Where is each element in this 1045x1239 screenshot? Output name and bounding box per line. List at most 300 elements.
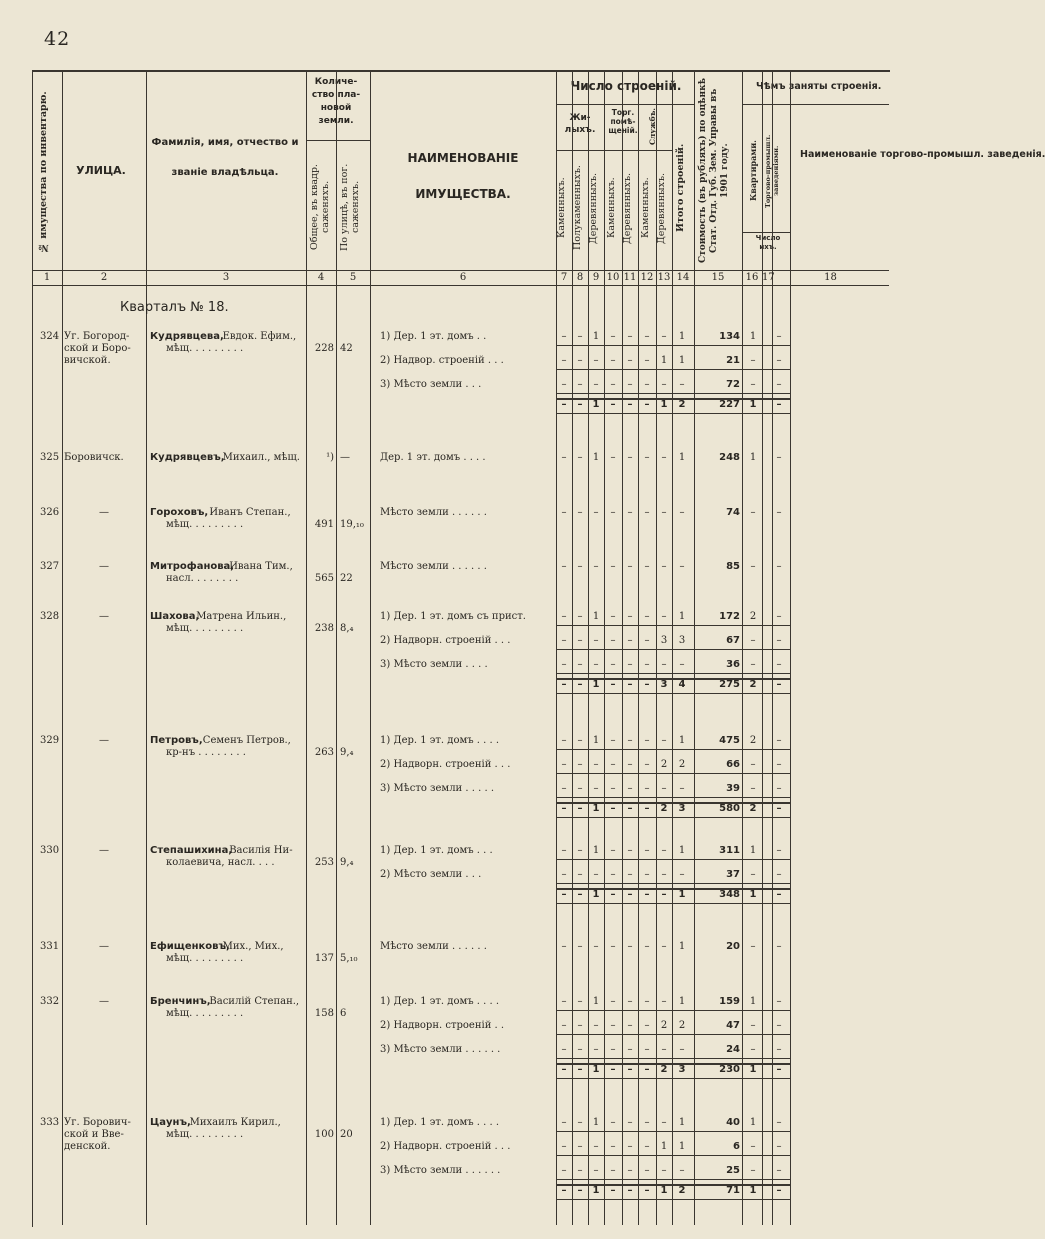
- owner-surname: Цаунъ,: [150, 1117, 191, 1128]
- total-count: 2: [678, 1185, 686, 1196]
- column-number: 15: [711, 272, 725, 283]
- total-count: –: [577, 399, 583, 410]
- total-count: –: [610, 1185, 616, 1196]
- total-count: –: [644, 679, 650, 690]
- header-rule: [742, 104, 889, 105]
- building-count: –: [610, 1044, 616, 1055]
- total-apartments: 2: [749, 803, 757, 814]
- owner-surname: Степашихина,: [150, 845, 233, 856]
- quarter-title: Кварталъ № 18.: [120, 300, 229, 315]
- building-count: –: [627, 869, 633, 880]
- building-count: –: [627, 507, 633, 518]
- street-frontage: 9,₄: [340, 857, 354, 868]
- row-rule: [556, 1010, 790, 1011]
- building-count: –: [561, 1117, 567, 1128]
- building-count: –: [644, 611, 650, 622]
- building-count: –: [593, 941, 599, 952]
- establishments-count: –: [776, 869, 782, 880]
- header-rule: [306, 140, 370, 141]
- establishments-count: –: [776, 1044, 782, 1055]
- street-name: денской.: [64, 1141, 111, 1152]
- street-frontage: 42: [340, 343, 353, 354]
- building-count: –: [577, 611, 583, 622]
- total-apartments: 2: [749, 679, 757, 690]
- header-rule: [556, 150, 672, 151]
- establishments-count: –: [776, 452, 782, 463]
- building-count: –: [577, 941, 583, 952]
- building-count: 1: [678, 996, 686, 1007]
- building-count: 1: [678, 331, 686, 342]
- street-frontage: —: [340, 452, 350, 463]
- total-count: –: [561, 803, 567, 814]
- property-item: 1) Дер. 1 эт. домъ . . . .: [380, 735, 500, 746]
- row-rule: [556, 673, 790, 674]
- column-rule: [742, 70, 743, 1225]
- establishments-count: –: [776, 1117, 782, 1128]
- building-count: –: [577, 507, 583, 518]
- apartments-count: 1: [749, 331, 757, 342]
- total-count: 2: [660, 803, 668, 814]
- building-count: –: [661, 783, 667, 794]
- total-count: –: [627, 399, 633, 410]
- column-number: 16: [745, 272, 759, 283]
- header-buildings-label: Число строеній.: [570, 79, 682, 93]
- building-count: 1: [592, 611, 600, 622]
- column-rule: [306, 70, 307, 1225]
- owner-name: Михаил., мѣщ.: [222, 452, 300, 463]
- total-cost: 230: [719, 1064, 740, 1075]
- total-count: –: [561, 399, 567, 410]
- building-count: –: [561, 783, 567, 794]
- header-service: Службъ.: [648, 108, 657, 146]
- street-name: ской и Вве-: [64, 1129, 124, 1140]
- establishments-count: –: [776, 1141, 782, 1152]
- cost-value: 20: [726, 941, 740, 952]
- building-count: –: [561, 759, 567, 770]
- land-area: 263: [314, 747, 334, 758]
- total-count: –: [627, 679, 633, 690]
- column-rule: [336, 70, 337, 1225]
- cost-value: 24: [726, 1044, 740, 1055]
- building-count: 1: [660, 355, 668, 366]
- property-item: 1) Дер. 1 эт. домъ . . .: [380, 845, 493, 856]
- inventory-number: 329: [40, 735, 60, 746]
- building-count: –: [679, 561, 685, 572]
- owner-status: мѣщ. . . . . . . . .: [166, 1008, 244, 1019]
- total-cost: 227: [719, 399, 740, 410]
- building-count: –: [627, 845, 633, 856]
- owner-name: Василій Степан.,: [209, 996, 300, 1007]
- building-count: –: [577, 635, 583, 646]
- header-inventory-no: № имущества по инвентарю.: [38, 91, 49, 254]
- establishments-count: –: [776, 561, 782, 572]
- building-count: –: [561, 845, 567, 856]
- total-rule: [556, 1078, 790, 1079]
- row-rule: [556, 1131, 790, 1132]
- header-living: Жи- лыхъ.: [564, 113, 596, 135]
- building-count: –: [577, 1044, 583, 1055]
- total-count: 1: [592, 889, 600, 900]
- building-count: –: [577, 561, 583, 572]
- building-count: 1: [678, 1141, 686, 1152]
- building-count: –: [679, 659, 685, 670]
- establishments-count: –: [776, 783, 782, 794]
- building-count: –: [661, 996, 667, 1007]
- cost-value: 21: [726, 355, 740, 366]
- cost-value: 47: [726, 1020, 740, 1031]
- building-count: –: [644, 379, 650, 390]
- building-count: 2: [678, 1020, 686, 1031]
- building-count: –: [577, 659, 583, 670]
- inventory-number: 328: [40, 611, 60, 622]
- street-frontage: 19,₁₀: [340, 519, 364, 530]
- building-count: –: [577, 996, 583, 1007]
- cost-value: 248: [719, 452, 740, 463]
- header-property: НАИМЕНОВАНІЕ ИМУЩЕСТВА.: [407, 151, 519, 201]
- apartments-count: –: [750, 507, 756, 518]
- building-count: 1: [592, 452, 600, 463]
- building-count: –: [577, 452, 583, 463]
- building-count: –: [610, 1020, 616, 1031]
- column-number: 1: [43, 272, 51, 283]
- header-trade: Торг. помѣ- щеній.: [608, 108, 638, 135]
- inventory-number: 324: [40, 331, 60, 342]
- total-count: 1: [592, 1064, 600, 1075]
- apartments-count: 1: [749, 452, 757, 463]
- building-count: –: [577, 1165, 583, 1176]
- building-count: –: [577, 331, 583, 342]
- column-number: 18: [824, 272, 837, 283]
- total-count: –: [661, 889, 667, 900]
- building-count: –: [593, 759, 599, 770]
- building-count: –: [561, 507, 567, 518]
- building-count: –: [561, 941, 567, 952]
- column-number: 10: [606, 272, 620, 283]
- establishments-count: –: [776, 331, 782, 342]
- property-item: 2) Надворн. строеній . . .: [380, 759, 511, 770]
- header-trade-establishments: Торгово-промышл. заведеніями.: [764, 134, 780, 208]
- building-count: –: [679, 507, 685, 518]
- owner-name: Ивана Тим.,: [229, 561, 293, 572]
- total-establishments: –: [776, 889, 782, 900]
- page-number: 42: [44, 28, 71, 50]
- building-count: –: [627, 941, 633, 952]
- building-count: –: [661, 561, 667, 572]
- total-count: –: [627, 889, 633, 900]
- building-count: –: [627, 379, 633, 390]
- row-rule: [556, 393, 790, 394]
- apartments-count: 2: [749, 735, 757, 746]
- total-count: –: [577, 1064, 583, 1075]
- building-count: –: [627, 635, 633, 646]
- column-number: 13: [657, 272, 671, 283]
- street-name: Уг. Богород-: [64, 331, 130, 342]
- row-rule: [556, 797, 790, 798]
- total-count: –: [644, 803, 650, 814]
- column-rule: [146, 70, 147, 1225]
- building-count: –: [593, 783, 599, 794]
- total-count: –: [627, 803, 633, 814]
- header-area-street: По улицѣ, въ пог. саженяхъ.: [339, 163, 361, 251]
- building-count: –: [661, 1044, 667, 1055]
- total-establishments: –: [776, 1064, 782, 1075]
- building-count: –: [644, 845, 650, 856]
- building-count: –: [661, 845, 667, 856]
- building-count: –: [610, 379, 616, 390]
- total-count: 1: [660, 399, 668, 410]
- total-establishments: –: [776, 1185, 782, 1196]
- building-count: –: [610, 507, 616, 518]
- header-total-buildings: Итого строеній.: [675, 143, 686, 233]
- land-area: ¹): [326, 452, 334, 463]
- street-frontage: 9,₄: [340, 747, 354, 758]
- building-count: –: [610, 1117, 616, 1128]
- property-item: 1) Дер. 1 эт. домъ . . . .: [380, 996, 500, 1007]
- building-count: –: [561, 1044, 567, 1055]
- total-cost: 275: [719, 679, 740, 690]
- building-count: –: [577, 355, 583, 366]
- building-count: –: [627, 735, 633, 746]
- cost-value: 67: [726, 635, 740, 646]
- building-count: –: [627, 331, 633, 342]
- building-count: –: [627, 1165, 633, 1176]
- row-rule: [556, 369, 790, 370]
- header-street: УЛИЦА.: [76, 164, 126, 177]
- building-count: –: [593, 1165, 599, 1176]
- building-count: –: [644, 783, 650, 794]
- column-number: 17: [762, 272, 775, 283]
- apartments-count: –: [750, 869, 756, 880]
- column-rule: [604, 70, 605, 1225]
- property-item: 3) Мѣсто земли . . . .: [380, 659, 488, 670]
- establishments-count: –: [776, 845, 782, 856]
- apartments-count: –: [750, 1141, 756, 1152]
- total-count: 2: [678, 399, 686, 410]
- apartments-count: –: [750, 635, 756, 646]
- land-area: 158: [314, 1008, 334, 1019]
- total-count: –: [610, 1064, 616, 1075]
- cost-value: 172: [719, 611, 740, 622]
- cost-value: 159: [719, 996, 740, 1007]
- total-count: –: [577, 679, 583, 690]
- cost-value: 74: [726, 507, 740, 518]
- street-name: —: [99, 507, 109, 518]
- column-rule: [672, 70, 673, 1225]
- apartments-count: –: [750, 1165, 756, 1176]
- building-count: –: [644, 1165, 650, 1176]
- owner-status: насл. . . . . . . .: [166, 573, 239, 584]
- total-apartments: 1: [749, 399, 757, 410]
- header-rule: [32, 270, 889, 271]
- total-rule: [556, 693, 790, 694]
- building-count: 1: [678, 941, 686, 952]
- property-item: Мѣсто земли . . . . . .: [380, 561, 487, 572]
- total-count: –: [610, 679, 616, 690]
- row-rule: [556, 625, 790, 626]
- building-count: –: [644, 452, 650, 463]
- building-count: –: [577, 379, 583, 390]
- building-count: –: [644, 941, 650, 952]
- building-count: –: [627, 611, 633, 622]
- total-count: 1: [592, 679, 600, 690]
- building-count: 2: [678, 759, 686, 770]
- owner-status: мѣщ. . . . . . . . .: [166, 953, 244, 964]
- header-stone-2: Каменныхъ.: [606, 177, 617, 239]
- row-rule: [556, 649, 790, 650]
- building-count: –: [610, 1165, 616, 1176]
- building-count: –: [644, 996, 650, 1007]
- row-rule: [556, 749, 790, 750]
- property-item: 1) Дер. 1 эт. домъ . . . .: [380, 1117, 500, 1128]
- total-count: –: [644, 1064, 650, 1075]
- row-rule: [556, 1034, 790, 1035]
- total-apartments: 1: [749, 889, 757, 900]
- row-rule: [556, 1155, 790, 1156]
- building-count: –: [661, 1117, 667, 1128]
- apartments-count: 1: [749, 845, 757, 856]
- building-count: –: [627, 561, 633, 572]
- building-count: –: [561, 611, 567, 622]
- building-count: –: [627, 1141, 633, 1152]
- building-count: –: [561, 355, 567, 366]
- total-cost: 71: [726, 1185, 740, 1196]
- total-count: –: [577, 803, 583, 814]
- apartments-count: –: [750, 941, 756, 952]
- column-number: 3: [222, 272, 230, 283]
- building-count: –: [593, 659, 599, 670]
- street-name: —: [99, 735, 109, 746]
- building-count: –: [627, 783, 633, 794]
- building-count: –: [610, 1141, 616, 1152]
- owner-status: кр-нъ . . . . . . . .: [166, 747, 246, 758]
- total-count: –: [577, 1185, 583, 1196]
- owner-name: Василія Ни-: [229, 845, 293, 856]
- row-rule: [556, 773, 790, 774]
- total-count: –: [561, 1064, 567, 1075]
- owner-surname: Ефищенковъ,: [150, 941, 230, 952]
- property-item: 2) Надворн. строеній . .: [380, 1020, 505, 1031]
- building-count: –: [644, 1044, 650, 1055]
- building-count: –: [561, 1141, 567, 1152]
- inventory-number: 330: [40, 845, 60, 856]
- building-count: –: [610, 452, 616, 463]
- street-name: —: [99, 561, 109, 572]
- establishments-count: –: [776, 941, 782, 952]
- owner-surname: Кудрявцевъ,: [150, 452, 225, 463]
- building-count: 3: [678, 635, 686, 646]
- street-name: Боровичск.: [64, 452, 124, 463]
- building-count: –: [561, 331, 567, 342]
- total-count: –: [627, 1064, 633, 1075]
- building-count: –: [627, 1117, 633, 1128]
- header-rule: [742, 232, 790, 233]
- building-count: –: [577, 869, 583, 880]
- column-number: 2: [100, 272, 108, 283]
- cost-value: 6: [733, 1141, 740, 1152]
- building-count: –: [661, 1165, 667, 1176]
- land-area: 238: [314, 623, 334, 634]
- total-count: –: [627, 1185, 633, 1196]
- total-apartments: 1: [749, 1064, 757, 1075]
- column-rule: [62, 70, 63, 1225]
- building-count: –: [561, 1165, 567, 1176]
- building-count: –: [627, 759, 633, 770]
- owner-name: Иванъ Степан.,: [209, 507, 291, 518]
- building-count: –: [644, 331, 650, 342]
- cost-value: 66: [726, 759, 740, 770]
- building-count: –: [593, 869, 599, 880]
- building-count: –: [627, 355, 633, 366]
- building-count: –: [661, 452, 667, 463]
- apartments-count: –: [750, 561, 756, 572]
- property-item: Дер. 1 эт. домъ . . . .: [380, 452, 486, 463]
- building-count: –: [577, 1117, 583, 1128]
- land-area: 565: [314, 573, 334, 584]
- property-item: 1) Дер. 1 эт. домъ съ прист.: [380, 611, 526, 622]
- owner-status: мѣщ. . . . . . . . .: [166, 623, 244, 634]
- owner-status: мѣщ. . . . . . . . .: [166, 1129, 244, 1140]
- column-number: 7: [560, 272, 568, 283]
- owner-surname: Митрофанова,: [150, 561, 235, 572]
- apartments-count: –: [750, 355, 756, 366]
- total-count: –: [644, 1185, 650, 1196]
- cost-value: 134: [719, 331, 740, 342]
- owner-name: Семенъ Петров.,: [202, 735, 291, 746]
- total-count: –: [561, 679, 567, 690]
- total-count: –: [610, 399, 616, 410]
- building-count: –: [593, 379, 599, 390]
- total-apartments: 1: [749, 1185, 757, 1196]
- total-establishments: –: [776, 803, 782, 814]
- building-count: –: [661, 941, 667, 952]
- building-count: –: [561, 561, 567, 572]
- property-item: Мѣсто земли . . . . . .: [380, 507, 487, 518]
- building-count: –: [577, 735, 583, 746]
- building-count: –: [561, 452, 567, 463]
- property-item: 3) Мѣсто земли . . .: [380, 379, 482, 390]
- building-count: 2: [660, 1020, 668, 1031]
- cost-value: 85: [726, 561, 740, 572]
- building-count: –: [644, 355, 650, 366]
- total-count: –: [561, 889, 567, 900]
- building-count: –: [661, 611, 667, 622]
- owner-status: мѣщ. . . . . . . . .: [166, 519, 244, 530]
- street-name: ской и Боро-: [64, 343, 131, 354]
- header-land-qty: Количе- ство пла- новой земли.: [311, 77, 361, 126]
- street-name: —: [99, 996, 109, 1007]
- row-rule: [556, 1058, 790, 1059]
- building-count: –: [679, 869, 685, 880]
- building-count: –: [561, 996, 567, 1007]
- building-count: 3: [660, 635, 668, 646]
- inventory-number: 325: [40, 452, 60, 463]
- building-count: –: [644, 869, 650, 880]
- owner-status: колаевича, насл. . . .: [166, 857, 275, 868]
- total-establishments: –: [776, 399, 782, 410]
- establishments-count: –: [776, 659, 782, 670]
- inventory-number: 331: [40, 941, 60, 952]
- column-number: 11: [623, 272, 637, 283]
- building-count: –: [610, 735, 616, 746]
- header-cost: Стоимость (въ рубляхъ) по оцѣнкѣ Стат. Отд. Губ. Зем. Управы въ 1901 году.: [698, 78, 730, 264]
- property-item: 3) Мѣсто земли . . . . .: [380, 783, 494, 794]
- building-count: –: [679, 379, 685, 390]
- building-count: –: [661, 735, 667, 746]
- building-count: 1: [678, 1117, 686, 1128]
- cost-value: 475: [719, 735, 740, 746]
- building-count: –: [610, 845, 616, 856]
- building-count: –: [561, 635, 567, 646]
